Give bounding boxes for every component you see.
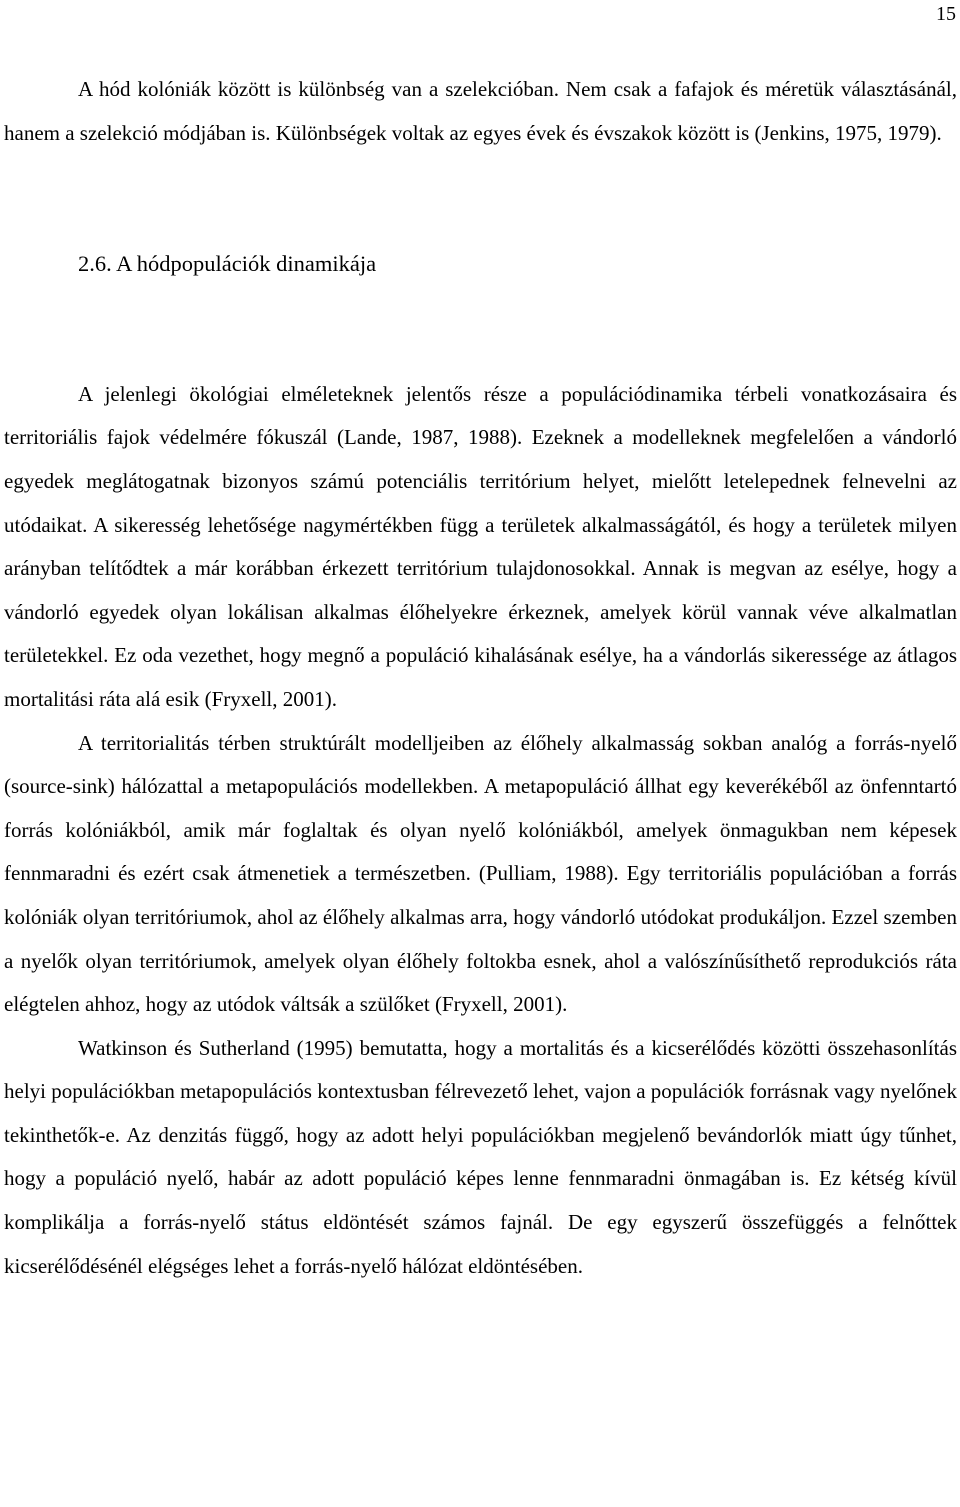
body-paragraph-1: A jelenlegi ökológiai elméleteknek jelentős része a populációdinamika térbeli vonatkozásaira és territoriális fajok védelmére fókuszál (Lande, 1987, 1988). Ezeknek a modelleknek megfelelően a vándorló egyedek meglátogatnak bizonyos számú potenciális territórium helyet, mielőtt letelepednek felnevelni az utódaikat. A sikeresség lehetősége nagymértékben függ a területek alkalmasságától, és hogy a területek milyen arányban telítődtek a már korábban érkezett territórium tulajdonosokkal. Annak is megvan az esélye, hogy a vándorló egyedek olyan lokálisan alkalmas élőhelyekre érkeznek, amelyek körül vannak véve alkalmatlan területekkel. Ez oda vezethet, hogy megnő a populáció kihalásának esélye, ha a vándorlás sikeressége az átlagos mortalitási ráta alá esik (Fryxell, 2001). — [4, 381, 957, 711]
spacer — [4, 155, 957, 242]
spacer — [4, 286, 957, 373]
body-paragraph-2: A territorialitás térben struktúrált modelljeiben az élőhely alkalmasság sokban analóg a forrás-nyelő (source-sink) hálózattal a metapopulációs modellekben. A metapopuláció állhat egy keverékéből az önfenntartó forrás kolóniákból, amik már foglaltak és olyan nyelő kolóniákból, amelyek önmagukban nem képesek fennmaradni és ezért csak átmenetiek a természetben. (Pulliam, 1988). Egy territoriális populációban a forrás kolóniák olyan territóriumok, ahol az élőhely alkalmas arra, hogy vándorló utódokat produkáljon. Ezzel szemben a nyelők olyan territóriumok, amelyek olyan élőhely foltokba esnek, ahol a valószínűsíthető reprodukciós ráta elégtelen ahhoz, hogy az utódok váltsák a szülőket (Fryxell, 2001). — [4, 730, 957, 1017]
page-number: 15 — [936, 3, 956, 25]
body-paragraph-3: Watkinson és Sutherland (1995) bemutatta, hogy a mortalitás és a kicserélődés közötti összehasonlítás helyi populációkban metapopulációs kontextusban félrevezető lehet, vajon a populációk forrásnak vagy nyelőnek tekinthetők-e. Az denzitás függő, hogy az adott helyi populációkban megjelenő bevándorlók miatt úgy tűnhet, hogy a populáció nyelő, habár az adott populáció képes lenne fennmaradni önmagában is. Ez kétség kívül komplikálja a forrás-nyelő státus eldöntését számos fajnál. De egy egyszerű összefüggés a felnőttek kicserélődésénél elégséges lehet a forrás-nyelő hálózat eldöntésében. — [4, 1035, 957, 1278]
intro-paragraph: A hód kolóniák között is különbség van a szelekcióban. Nem csak a fafajok és méretük választásánál, hanem a szelekció módjában is. Különbségek voltak az egyes évek és évszakok között is (Jenkins, 1975, 1979). — [4, 77, 957, 145]
page-body — [4, 68, 957, 1288]
section-heading: 2.6. A hódpopulációk dinamikája — [78, 251, 377, 277]
